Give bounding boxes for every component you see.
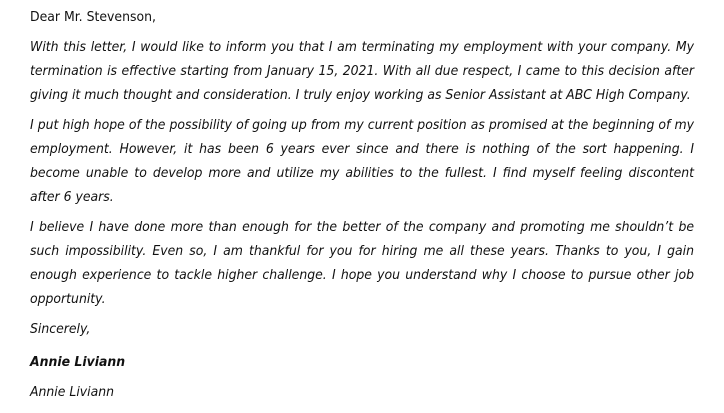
closing: Sincerely, <box>30 322 91 337</box>
paragraph-resignation-notice: With this letter, I would like to inform you that I am terminating my employment with your company. My termination is effective starting from January 15, 2021. With all due respect, I came to this decision after giving it much thought and consideration. I truly enjoy working as Senior Assistant at ABC High Company. <box>30 40 695 103</box>
signature-bold: Annie Liviann <box>30 355 126 370</box>
salutation: Dear Mr. Stevenson, <box>30 10 156 25</box>
paragraph-gratitude: I believe I have done more than enough for the better of the company and promoting me shouldn’t be such impossibility. Even so, I am thankful for you for hiring me all these years. Thanks to you, I gain enough experience to tackle higher challenge. I hope you understand why I choose to pursue other job opportunity. <box>30 220 695 307</box>
signature-name: Annie Liviann <box>30 385 115 400</box>
paragraph-reason: I put high hope of the possibility of going up from my current position as promised at the beginning of my employment. However, it has been 6 years ever since and there is nothing of the sort happening. I become unable to develop more and utilize my abilities to the fullest. I find myself feeling discontent after 6 years. <box>30 118 695 205</box>
letter-body <box>30 6 694 405</box>
